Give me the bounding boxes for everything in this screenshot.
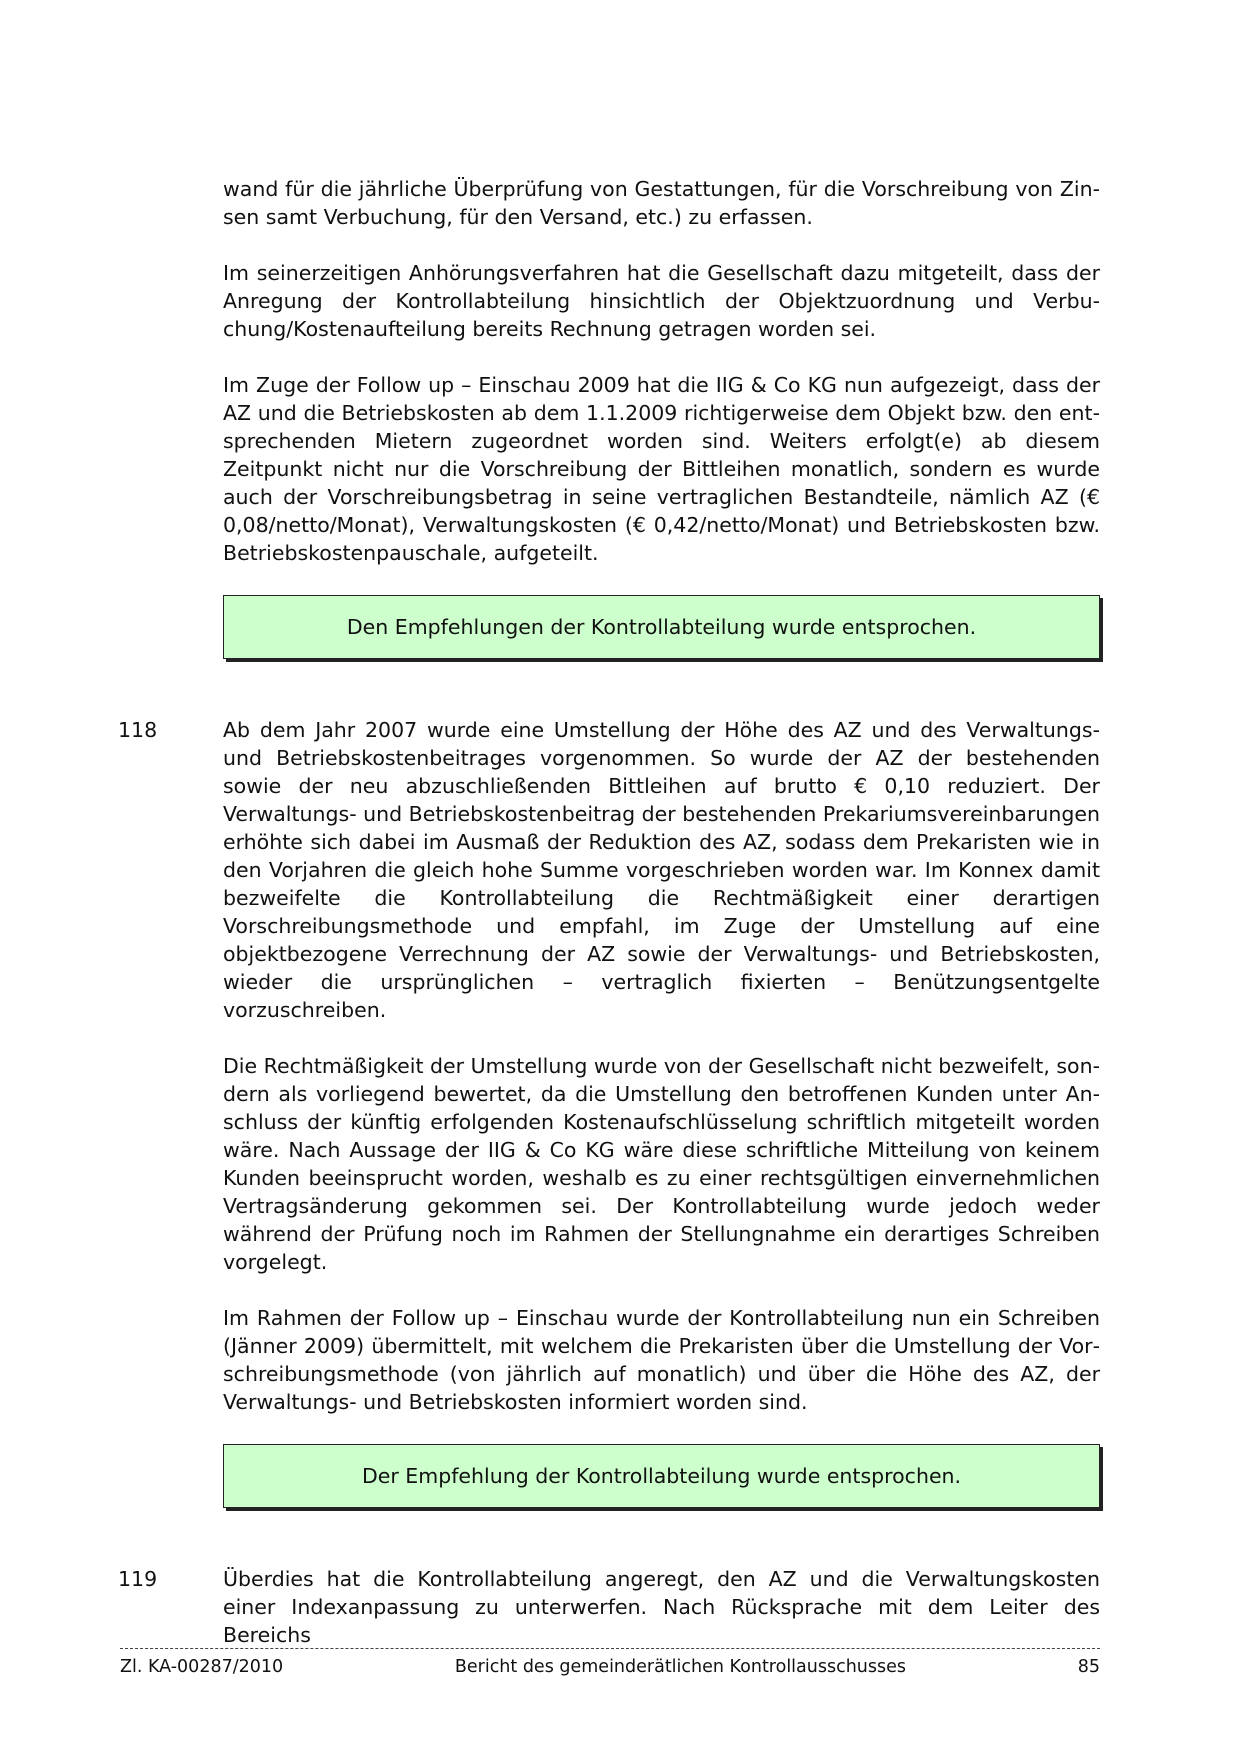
paragraph-number: 119 [118,1567,158,1591]
paragraph: Im Zuge der Follow up – Einschau 2009 hat die IIG & Co KG nun aufgezeigt, dass der AZ und die Betriebskosten ab dem 1.1.2009 richtigerweise dem Objekt bzw. den entsprechenden Mietern zugeordnet worden sind. Weiters erfolgt(e) ab diesem Zeitpunkt nicht nur die Vorschreibung der Bittleihen monatlich, sondern es wurde auch der Vorschreibungsbetrag in seine vertraglichen Bestandteile, nämlich AZ (€ 0,08/netto/Monat), Verwaltungskosten (€ 0,42/netto/Monat) und Betriebskosten bzw. Betriebskostenpauschale, aufgeteilt. [223,373,1100,565]
paragraph: Die Rechtmäßigkeit der Umstellung wurde von der Gesellschaft nicht bezweifelt, sondern als vorliegend bewertet, da die Umstellung den betroffenen Kunden unter Anschluss der künftig erfolgenden Kostenaufschlüsselung schriftlich mitgeteilt worden wäre. Nach Aussage der IIG & Co KG wäre diese schriftliche Mitteilung von keinem Kunden beeinsprucht worden, weshalb es zu einer rechtsgültigen einvernehmlichen Vertragsänderung gekommen sei. Der Kontrollabteilung wurde jedoch weder während der Prüfung noch im Rahmen der Stellungnahme ein derartiges Schreiben vorgelegt. [223,1054,1100,1274]
document-reference: Zl. KA-00287/2010 [120,1657,284,1677]
recommendation-box [223,1444,1100,1508]
page-footer [120,1648,1100,1677]
paragraph: wand für die jährliche Überprüfung von Gestattungen, für die Vorschreibung von Zinsen samt Verbuchung, für den Versand, etc.) zu erfassen. [223,177,1100,229]
recommendation-text: Den Empfehlungen der Kontrollabteilung wurde entsprochen. [346,615,977,639]
paragraph: Im seinerzeitigen Anhörungsverfahren hat die Gesellschaft dazu mitgeteilt, dass der Anregung der Kontrollabteilung hinsichtlich der Objektzuordnung und Verbuchung/Kostenaufteilung bereits Rechnung getragen worden sei. [223,261,1100,341]
page-number: 85 [1077,1657,1100,1677]
report-title: Bericht des gemeinderätlichen Kontrollausschusses [454,1657,907,1677]
paragraph: Überdies hat die Kontrollabteilung angeregt, den AZ und die Verwaltungskosten einer Indexanpassung zu unterwerfen. Nach Rücksprache mit dem Leiter des Bereichs [223,1567,1100,1647]
recommendation-box [223,595,1100,659]
recommendation-text: Der Empfehlung der Kontrollabteilung wurde entsprochen. [361,1464,962,1488]
paragraph: Ab dem Jahr 2007 wurde eine Umstellung der Höhe des AZ und des Verwaltungs- und Betriebskostenbeitrages vorgenommen. So wurde der AZ der bestehenden sowie der neu abzuschließenden Bittleihen auf brutto € 0,10 reduziert. Der Verwaltungs- und Betriebskostenbeitrag der bestehenden Prekariumsvereinbarungen erhöhte sich dabei im Ausmaß der Reduktion des AZ, sodass dem Prekaristen wie in den Vorjahren die gleich hohe Summe vorgeschrieben worden war. Im Konnex damit bezweifelte die Kontrollabteilung die Rechtmäßigkeit einer derartigen Vorschreibungsmethode und empfahl, im Zuge der Umstellung auf eine objektbezogene Verrechnung der AZ sowie der Verwaltungs- und Betriebskosten, wieder die ursprünglichen – vertraglich fixierten – Benützungsentgelte vorzuschreiben. [223,718,1100,1022]
paragraph-number: 118 [118,718,158,742]
document-body [118,175,1100,1649]
paragraph: Im Rahmen der Follow up – Einschau wurde der Kontrollabteilung nun ein Schreiben (Jänner 2009) übermittelt, mit welchem die Prekaristen über die Umstellung der Vorschreibungsmethode (von jährlich auf monatlich) und über die Höhe des AZ, der Verwaltungs- und Betriebskosten informiert worden sind. [223,1306,1100,1414]
section-118 [118,716,1100,1024]
section-119 [118,1565,1100,1649]
